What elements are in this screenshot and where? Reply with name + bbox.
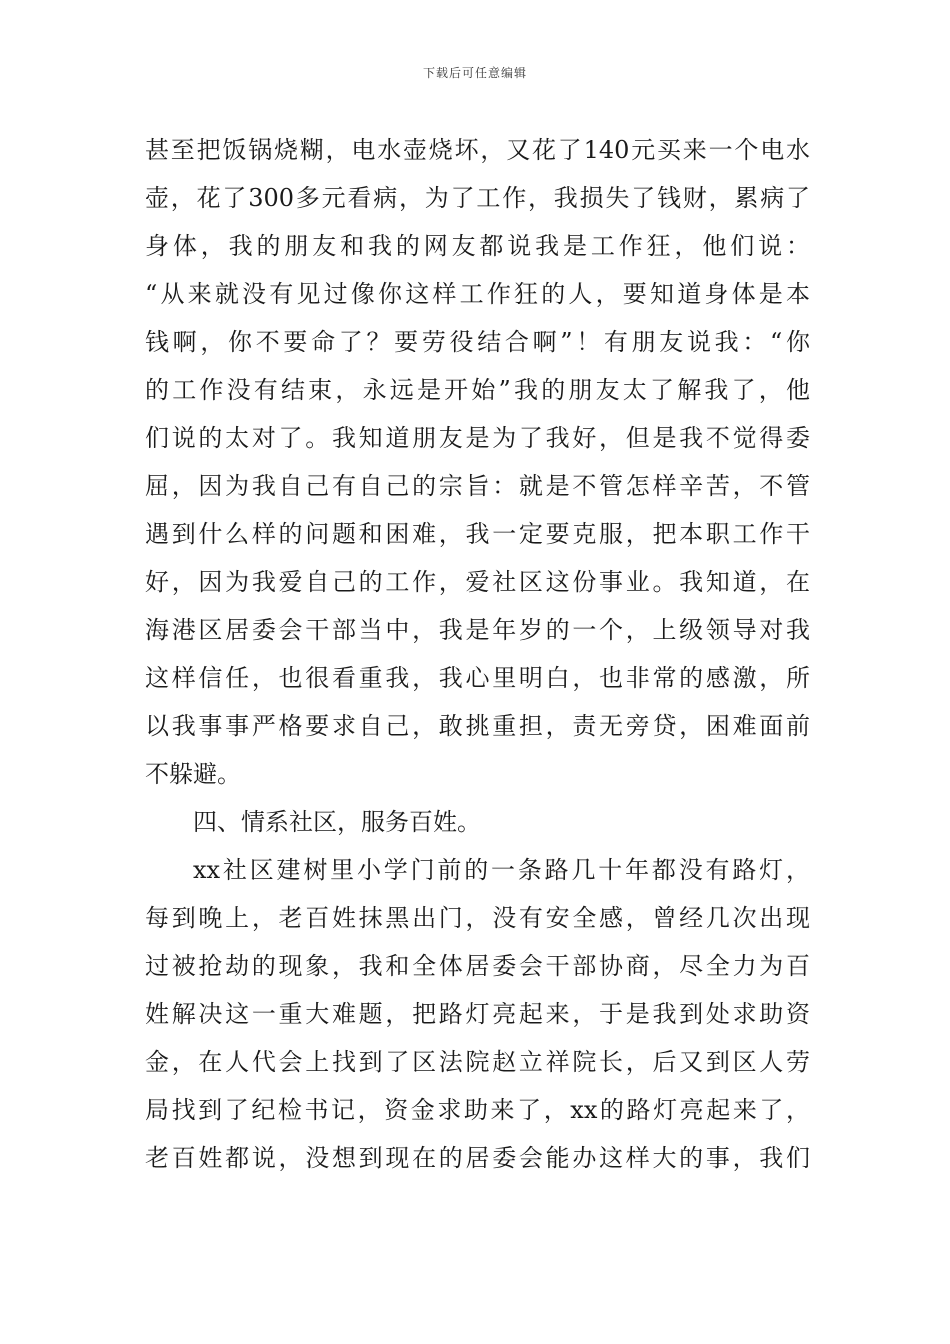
paragraph-line: 的工作没有结束，永远是开始”我的朋友太了解我了，他 — [145, 376, 810, 404]
paragraph-line: 壶，花了300多元看病，为了工作，我损失了钱财，累病了 — [145, 184, 810, 212]
paragraph-line: 屈，因为我自己有自己的宗旨：就是不管怎样辛苦，不管 — [145, 472, 810, 500]
paragraph-line: 过被抢劫的现象，我和全体居委会干部协商，尽全力为百 — [145, 952, 810, 980]
section-heading: 四、情系社区，服务百姓。 — [193, 808, 481, 836]
paragraph-line: 遇到什么样的问题和困难，我一定要克服，把本职工作干 — [145, 520, 810, 548]
paragraph-line: 不躲避。 — [145, 760, 241, 788]
paragraph-line: 海港区居委会干部当中，我是年岁的一个，上级领导对我 — [145, 616, 810, 644]
paragraph-line: 以我事事严格要求自己，敢挑重担，责无旁贷，困难面前 — [145, 712, 810, 740]
page-header: 下载后可任意编辑 — [422, 66, 527, 80]
paragraph-line: “从来就没有见过像你这样工作狂的人，要知道身体是本 — [145, 280, 810, 308]
paragraph-line: 金，在人代会上找到了区法院赵立祥院长，后又到区人劳 — [145, 1048, 810, 1076]
paragraph-line: 身体，我的朋友和我的网友都说我是工作狂，他们说： — [145, 232, 810, 260]
paragraph-line: 姓解决这一重大难题，把路灯亮起来，于是我到处求助资 — [145, 1000, 810, 1028]
paragraph-line: 甚至把饭锅烧糊，电水壶烧坏，又花了140元买来一个电水 — [145, 136, 810, 164]
paragraph-line: 每到晚上，老百姓抹黑出门，没有安全感，曾经几次出现 — [145, 904, 810, 932]
paragraph-line: 们说的太对了。我知道朋友是为了我好，但是我不觉得委 — [145, 424, 810, 452]
paragraph-line: 钱啊，你不要命了？要劳役结合啊”！有朋友说我：“你 — [145, 328, 810, 356]
paragraph-line: xx社区建树里小学门前的一条路几十年都没有路灯， — [193, 856, 810, 884]
paragraph-line: 好，因为我爱自己的工作，爱社区这份事业。我知道，在 — [145, 568, 810, 596]
paragraph-line: 这样信任，也很看重我，我心里明白，也非常的感激，所 — [145, 664, 810, 692]
paragraph-line: 老百姓都说，没想到现在的居委会能办这样大的事，我们 — [145, 1144, 810, 1172]
document-body — [145, 126, 810, 1182]
paragraph-line: 局找到了纪检书记，资金求助来了，xx的路灯亮起来了， — [145, 1096, 810, 1124]
